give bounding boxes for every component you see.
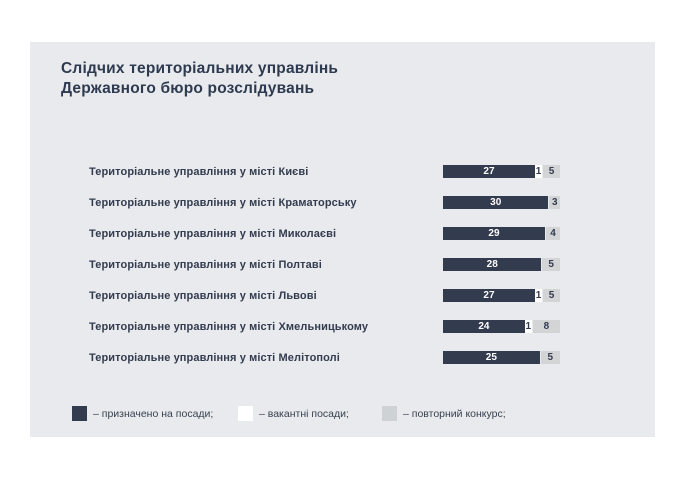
segment-value: 28 bbox=[486, 259, 498, 270]
row-label: Територіальне управління у місті Полтаві bbox=[89, 258, 322, 271]
bar-segment-appointed bbox=[443, 289, 535, 302]
segment-value: 5 bbox=[548, 166, 555, 177]
bar-segment-vacant bbox=[525, 320, 532, 333]
appointed-swatch bbox=[72, 406, 87, 421]
stacked-bar bbox=[443, 196, 560, 209]
row-label: Територіальне управління у місті Миколаєві bbox=[89, 227, 337, 240]
segment-value: 1 bbox=[535, 166, 542, 177]
bar-segment-repeat bbox=[533, 320, 560, 333]
table-row bbox=[89, 196, 560, 209]
chart-rows bbox=[89, 165, 560, 382]
row-label: Територіальне управління у місті Києві bbox=[89, 165, 309, 178]
legend-item-appointed bbox=[72, 406, 213, 421]
segment-value: 29 bbox=[488, 228, 500, 239]
page-title bbox=[61, 59, 338, 99]
bar-segment-repeat bbox=[543, 165, 560, 178]
segment-value: 30 bbox=[490, 197, 502, 208]
table-row bbox=[89, 289, 560, 302]
row-label: Територіальне управління у місті Львові bbox=[89, 289, 317, 302]
infographic-card bbox=[30, 42, 655, 437]
segment-value: 27 bbox=[483, 166, 495, 177]
table-row bbox=[89, 320, 560, 333]
legend-label-repeat: – повторний конкурс; bbox=[403, 407, 506, 420]
stacked-bar bbox=[443, 165, 560, 178]
table-row bbox=[89, 258, 560, 271]
segment-value: 5 bbox=[548, 259, 554, 270]
title-line-1: Слідчих територіальних управлінь bbox=[61, 60, 339, 77]
bar-segment-repeat bbox=[546, 227, 560, 240]
bar-segment-repeat bbox=[542, 258, 560, 271]
title-line-2: Державного бюро розслідувань bbox=[61, 80, 315, 97]
row-label: Територіальне управління у місті Мелітополі bbox=[89, 351, 340, 364]
bar-segment-repeat bbox=[549, 196, 560, 209]
stacked-bar bbox=[443, 258, 560, 271]
stacked-bar bbox=[443, 227, 560, 240]
segment-value: 4 bbox=[550, 228, 556, 239]
bar-segment-appointed bbox=[443, 258, 541, 271]
table-row bbox=[89, 165, 560, 178]
segment-value: 3 bbox=[551, 197, 558, 208]
table-row bbox=[89, 351, 560, 364]
bar-segment-appointed bbox=[443, 165, 535, 178]
bar-segment-appointed bbox=[443, 227, 545, 240]
bar-segment-appointed bbox=[443, 351, 540, 364]
bar-segment-repeat bbox=[541, 351, 560, 364]
bar-segment-vacant bbox=[535, 165, 542, 178]
row-label: Територіальне управління у місті Краматорську bbox=[89, 196, 357, 209]
segment-value: 25 bbox=[485, 352, 497, 363]
bar-segment-vacant bbox=[535, 289, 542, 302]
legend bbox=[30, 406, 655, 422]
legend-item-vacant bbox=[238, 406, 349, 421]
segment-value: 8 bbox=[543, 321, 550, 332]
legend-label-vacant: – вакантні посади; bbox=[259, 407, 349, 420]
repeat-swatch bbox=[382, 406, 397, 421]
segment-value: 1 bbox=[525, 321, 532, 332]
bar-segment-appointed bbox=[443, 196, 548, 209]
stacked-bar bbox=[443, 289, 560, 302]
segment-value: 24 bbox=[478, 321, 490, 332]
stacked-bar bbox=[443, 320, 560, 333]
segment-value: 5 bbox=[548, 290, 555, 301]
segment-value: 27 bbox=[483, 290, 495, 301]
segment-value: 1 bbox=[535, 290, 542, 301]
table-row bbox=[89, 227, 560, 240]
row-label: Територіальне управління у місті Хмельницькому bbox=[89, 320, 369, 333]
bar-segment-repeat bbox=[543, 289, 560, 302]
stacked-bar bbox=[443, 351, 560, 364]
legend-item-repeat bbox=[382, 406, 506, 421]
segment-value: 5 bbox=[547, 352, 554, 363]
vacant-swatch bbox=[238, 406, 253, 421]
legend-label-appointed: – призначено на посади; bbox=[93, 407, 214, 420]
bar-segment-appointed bbox=[443, 320, 525, 333]
